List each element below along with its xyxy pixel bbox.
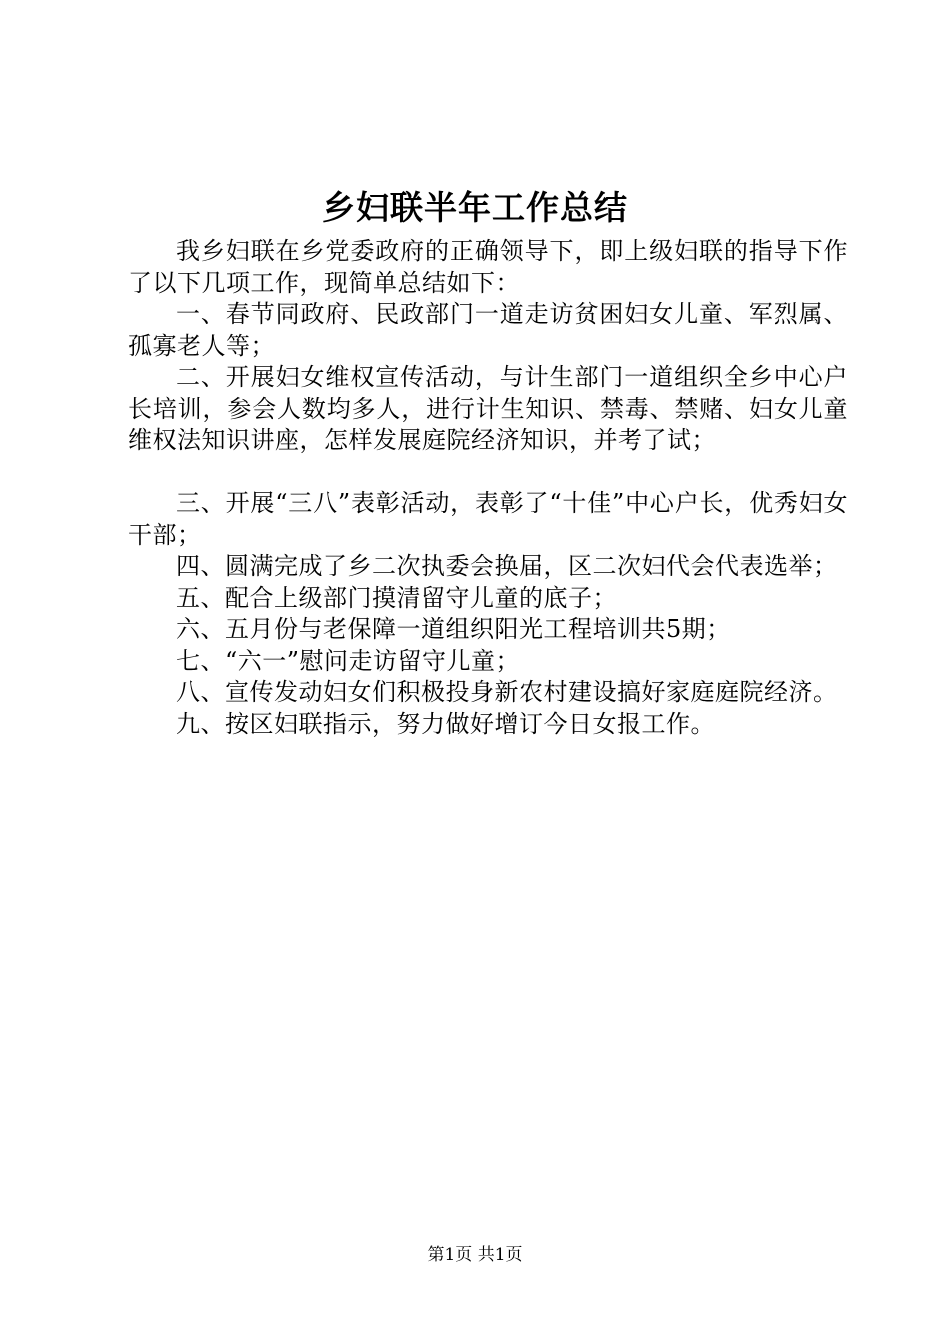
paragraph-item-4: 四、圆满完成了乡二次执委会换届，区二次妇代会代表选举；	[176, 552, 838, 580]
paragraph-item-6: 六、五月份与老保障一道组织阳光工程培训共5期；	[176, 615, 731, 643]
paragraph-item-7: 七、“六一”慰问走访留守儿童；	[176, 646, 521, 675]
paragraph-item-8: 八、宣传发动妇女们积极投身新农村建设搞好家庭庭院经济。	[176, 678, 838, 706]
document-body	[128, 236, 848, 740]
document-title: 乡妇联半年工作总结	[322, 188, 628, 227]
page-number-footer: 第1页 共1页	[427, 1245, 523, 1265]
paragraph-item-9: 九、按区妇联指示，努力做好增订今日女报工作。	[176, 709, 715, 738]
paragraph-item-2: 二、开展妇女维权宣传活动，与计生部门一道组织全乡中心户长培训，参会人数均多人，进行计生知识、禁毒、禁赌、妇女儿童维权法知识讲座，怎样发展庭院经济知识，并考了试；	[128, 363, 848, 454]
paragraph-item-1: 一、春节同政府、民政部门一道走访贫困妇女儿童、军烈属、孤寡老人等；	[128, 300, 848, 360]
paragraph-item-5: 五、配合上级部门摸清留守儿童的底子；	[176, 583, 617, 612]
paragraph-item-3: 三、开展“三八”表彰活动，表彰了“十佳”中心户长，优秀妇女干部；	[128, 489, 848, 549]
paragraph-intro: 我乡妇联在乡党委政府的正确领导下，即上级妇联的指导下作了以下几项工作，现简单总结如下：	[128, 237, 848, 297]
